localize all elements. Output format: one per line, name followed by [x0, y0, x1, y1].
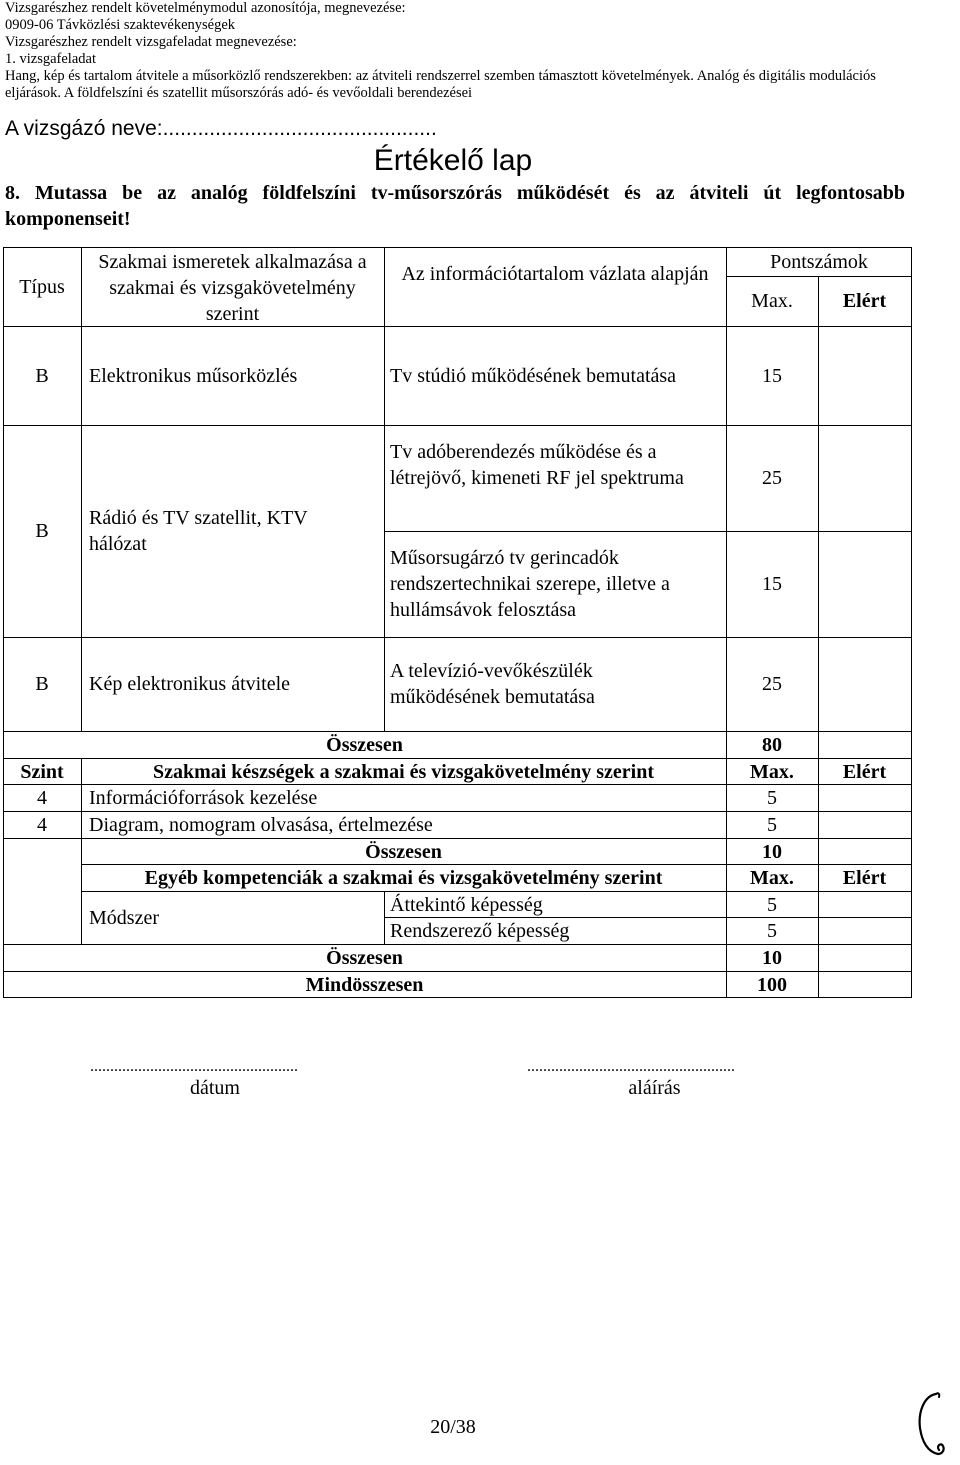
competency-label: Áttekintő képesség	[390, 894, 543, 916]
row-content: Tv stúdió működésének bemutatása	[390, 365, 677, 387]
table-line	[3, 247, 4, 997]
header-line-5: Hang, kép és tartalom átvitele a műsorközlő rendszerekben: az átviteli rendszerrel szemben támasztott követelmények. Analóg és digitális modulációs	[5, 68, 876, 84]
col-header-content: Az információtartalom vázlata alapján	[401, 263, 709, 285]
skill-label: Információforrások kezelése	[89, 787, 318, 809]
table-line	[384, 891, 385, 944]
skill-level: 4	[37, 814, 47, 836]
competencies-achieved-header: Elért	[842, 867, 887, 889]
skills-header: Szakmai készségek a szakmai és vizsgakövetelmény szerint	[152, 761, 655, 783]
header-line-4: 1. vizsgafeladat	[5, 51, 96, 67]
row-knowledge: Kép elektronikus átvitele	[89, 673, 291, 695]
competency-max: 5	[767, 894, 777, 916]
competencies-header: Egyéb kompetenciák a szakmai és vizsgakövetelmény szerint	[144, 867, 663, 889]
skill-level: 4	[37, 787, 47, 809]
grand-total-value: 100	[757, 974, 787, 996]
row-knowledge: Rádió és TV szatellit, KTV hálózat	[89, 507, 308, 555]
header-line-2: 0909-06 Távközlési szaktevékenységek	[5, 17, 236, 33]
row-type: B	[35, 365, 49, 387]
competencies-total-value: 10	[762, 947, 782, 969]
total-value: 80	[762, 734, 782, 756]
col-header-max: Max.	[751, 290, 793, 312]
skills-level-header: Szint	[20, 761, 64, 783]
header-line-1: Vizsgarészhez rendelt követelménymodul azonosítója, megnevezése:	[5, 0, 406, 16]
row-content: Műsorsugárzó tv gerincadók rendszertechnikai szerepe, illetve a hullámsávok felosztása	[390, 547, 670, 621]
competencies-max-header: Max.	[750, 867, 794, 889]
row-type: B	[35, 673, 49, 695]
skills-max-header: Max.	[750, 761, 794, 783]
row-max: 15	[762, 573, 782, 595]
table-line	[384, 531, 912, 532]
header-line-6: eljárások. A földfelszíni és szatellit műsorszórás adó- és vevőoldali berendezései	[5, 85, 473, 101]
examinee-name-line: A vizsgázó neve:...............................................	[5, 117, 437, 140]
competency-group: Módszer	[89, 907, 159, 929]
skills-total-value: 10	[762, 841, 782, 863]
skills-achieved-header: Elért	[842, 761, 887, 783]
table-line	[384, 247, 385, 731]
skills-total-label: Összesen	[365, 841, 442, 863]
date-line: ....................................................	[90, 1058, 298, 1075]
handwritten-mark-icon	[912, 1390, 948, 1465]
table-line	[3, 637, 912, 638]
row-content: A televízió-vevőkészülék működésének bemutatása	[390, 660, 595, 708]
skill-max: 5	[767, 787, 777, 809]
grand-total-label: Mindösszesen	[305, 974, 424, 996]
total-label: Összesen	[326, 734, 403, 756]
table-line	[3, 425, 912, 426]
skill-label: Diagram, nomogram olvasása, értelmezése	[89, 814, 433, 836]
col-header-achieved: Elért	[842, 290, 887, 312]
col-header-points: Pontszámok	[770, 251, 868, 273]
col-header-knowledge: Szakmai ismeretek alkalmazása a szakmai és vizsgakövetelmény szerint	[98, 251, 367, 325]
signature-label: aláírás	[628, 1077, 681, 1099]
table-line	[911, 247, 912, 997]
table-line	[3, 247, 912, 248]
header-line-3: Vizsgarészhez rendelt vizsgafeladat megnevezése:	[5, 34, 297, 50]
page-title: Értékelő lap	[373, 144, 533, 177]
date-label: dátum	[190, 1077, 240, 1099]
row-max: 15	[762, 365, 782, 387]
col-header-type: Típus	[19, 276, 65, 298]
row-max: 25	[762, 467, 782, 489]
competencies-total-label: Összesen	[326, 947, 403, 969]
exam-question: 8. Mutassa be az analóg földfelszíni tv-műsorszórás működését és az átviteli út legfontosabb komponenseit!	[5, 182, 905, 230]
row-knowledge: Elektronikus műsorközlés	[89, 365, 298, 387]
competency-label: Rendszerező képesség	[390, 920, 570, 942]
row-type: B	[35, 520, 49, 542]
signature-line: ....................................................	[527, 1058, 735, 1075]
competency-max: 5	[767, 920, 777, 942]
row-max: 25	[762, 673, 782, 695]
row-content: Tv adóberendezés működése és a létrejövő, kimeneti RF jel spektruma	[390, 441, 684, 489]
table-line	[726, 276, 912, 277]
skill-max: 5	[767, 814, 777, 836]
page-number: 20/38	[430, 1416, 476, 1438]
